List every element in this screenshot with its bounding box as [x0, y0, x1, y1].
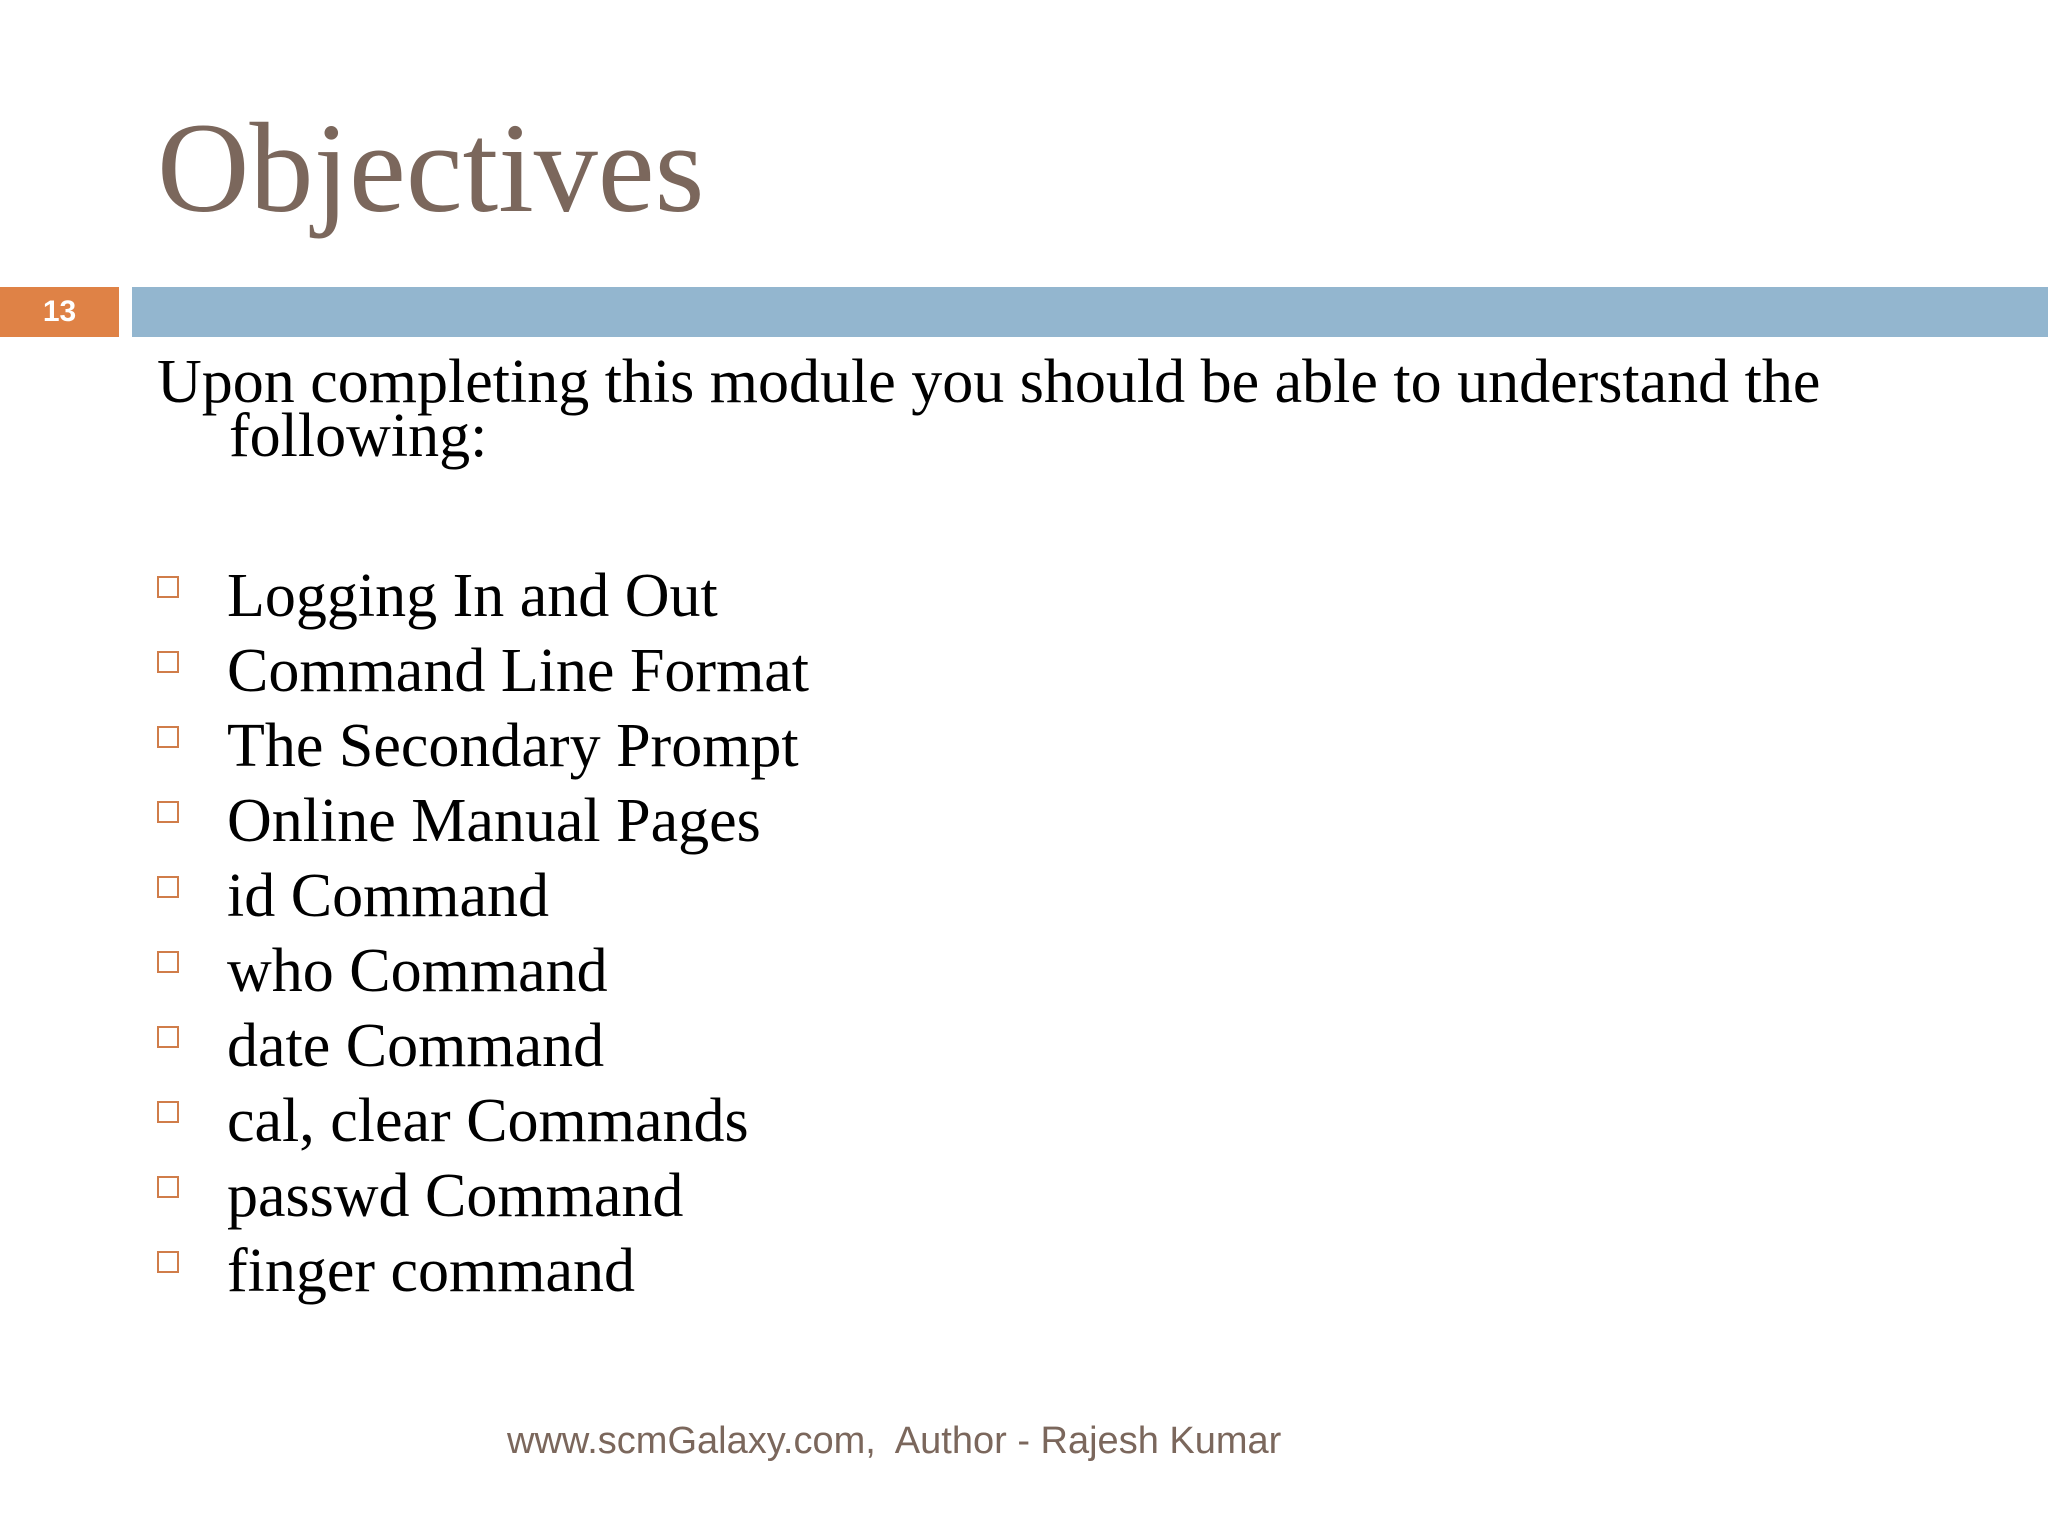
square-bullet-icon	[157, 1251, 179, 1273]
slide-title: Objectives	[157, 97, 705, 239]
list-item	[157, 559, 809, 634]
list-item-label: cal, clear Commands	[227, 1087, 749, 1155]
list-item	[157, 1084, 809, 1159]
list-item-label: date Command	[227, 1012, 605, 1080]
list-item-label: id Command	[227, 862, 550, 930]
list-item	[157, 709, 809, 784]
list-item-label: who Command	[227, 937, 608, 1005]
square-bullet-icon	[157, 801, 179, 823]
title-divider-bar	[132, 287, 2048, 337]
square-bullet-icon	[157, 951, 179, 973]
list-item	[157, 784, 809, 859]
intro-line-1: Upon completing this module you should be able to understand the	[157, 348, 1821, 416]
footer-credit: www.scmGalaxy.com, Author - Rajesh Kumar	[507, 1420, 1282, 1462]
list-item	[157, 1234, 809, 1309]
square-bullet-icon	[157, 651, 179, 673]
list-item-label: Command Line Format	[227, 637, 810, 705]
list-item	[157, 1009, 809, 1084]
list-item-label: finger command	[227, 1237, 636, 1305]
objectives-list	[157, 559, 809, 1309]
square-bullet-icon	[157, 1176, 179, 1198]
square-bullet-icon	[157, 1026, 179, 1048]
list-item-label: passwd Command	[227, 1162, 684, 1230]
square-bullet-icon	[157, 576, 179, 598]
square-bullet-icon	[157, 1101, 179, 1123]
list-item	[157, 859, 809, 934]
list-item-label: The Secondary Prompt	[227, 712, 799, 780]
list-item	[157, 934, 809, 1009]
intro-line-2: following:	[229, 402, 488, 470]
list-item	[157, 1159, 809, 1234]
list-item-label: Online Manual Pages	[227, 787, 761, 855]
intro-paragraph	[157, 348, 1997, 470]
slide-number-badge: 13	[0, 287, 119, 337]
square-bullet-icon	[157, 876, 179, 898]
square-bullet-icon	[157, 726, 179, 748]
list-item-label: Logging In and Out	[227, 562, 718, 630]
list-item	[157, 634, 809, 709]
